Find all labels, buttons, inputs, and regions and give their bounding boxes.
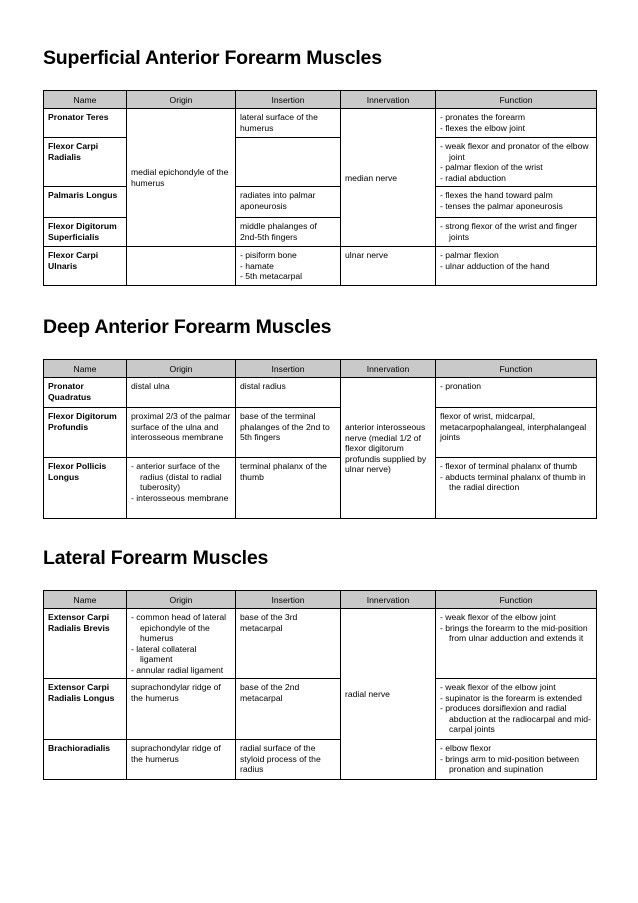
table-row bbox=[44, 109, 597, 138]
function-item: - brings the forearm to the mid-position from ulnar adduction and extends it bbox=[440, 623, 592, 644]
function-item: - palmar flexion bbox=[440, 250, 592, 261]
muscle-name: Brachioradialis bbox=[44, 740, 127, 780]
table-deep bbox=[43, 359, 597, 519]
header-name: Name bbox=[44, 91, 127, 109]
origin: proximal 2/3 of the palmar surface of the ulna and interosseous membrane bbox=[127, 408, 236, 458]
function bbox=[436, 679, 597, 740]
function bbox=[436, 138, 597, 187]
insertion-item: - pisiform bone bbox=[240, 250, 336, 261]
insertion: base of the terminal phalanges of the 2nd to 5th fingers bbox=[236, 408, 341, 458]
innervation: ulnar nerve bbox=[341, 247, 436, 286]
function-item: - elbow flexor bbox=[440, 743, 592, 754]
function-item: - radial abduction bbox=[440, 173, 592, 184]
function-item: - supinator is the forearm is extended bbox=[440, 693, 592, 704]
function-item: - weak flexor and pronator of the elbow joint bbox=[440, 141, 592, 162]
table-row bbox=[44, 218, 597, 247]
origin: suprachondylar ridge of the humerus bbox=[127, 740, 236, 780]
function-item: - flexes the hand toward palm bbox=[440, 190, 592, 201]
header-name: Name bbox=[44, 360, 127, 378]
function-item: - brings arm to mid-position between pronation and supination bbox=[440, 754, 592, 775]
shared-innervation: radial nerve bbox=[341, 609, 436, 780]
table-superficial bbox=[43, 90, 597, 286]
insertion bbox=[236, 247, 341, 286]
function-item: - pronates the forearm bbox=[440, 112, 592, 123]
header-function: Function bbox=[436, 91, 597, 109]
section-title-lateral: Lateral Forearm Muscles bbox=[43, 547, 269, 569]
function bbox=[436, 458, 597, 519]
table-row bbox=[44, 679, 597, 740]
muscle-name: Extensor Carpi Radialis Longus bbox=[44, 679, 127, 740]
muscle-name: Palmaris Longus bbox=[44, 187, 127, 218]
insertion: radiates into palmar aponeurosis bbox=[236, 187, 341, 218]
insertion: radial surface of the styloid process of the radius bbox=[236, 740, 341, 780]
header-innervation: Innervation bbox=[341, 360, 436, 378]
function bbox=[436, 378, 597, 408]
table-header-row bbox=[44, 360, 597, 378]
origin bbox=[127, 458, 236, 519]
muscle-name: Pronator Quadratus bbox=[44, 378, 127, 408]
header-innervation: Innervation bbox=[341, 591, 436, 609]
table-row bbox=[44, 458, 597, 519]
origin bbox=[127, 609, 236, 679]
function-item: - strong flexor of the wrist and finger joints bbox=[440, 221, 592, 242]
function bbox=[436, 187, 597, 218]
table-row bbox=[44, 247, 597, 286]
insertion: middle phalanges of 2nd-5th fingers bbox=[236, 218, 341, 247]
function-item: - weak flexor of the elbow joint bbox=[440, 612, 592, 623]
table-row bbox=[44, 609, 597, 679]
table-row bbox=[44, 740, 597, 780]
function-item: - produces dorsiflexion and radial abduction at the radiocarpal and mid-carpal joints bbox=[440, 703, 592, 735]
function: flexor of wrist, midcarpal, metacarpophalangeal, interphalangeal joints bbox=[436, 408, 597, 458]
muscle-name: Pronator Teres bbox=[44, 109, 127, 138]
function bbox=[436, 740, 597, 780]
function-item: - ulnar adduction of the hand bbox=[440, 261, 592, 272]
muscle-name: Extensor Carpi Radialis Brevis bbox=[44, 609, 127, 679]
function-item: - weak flexor of the elbow joint bbox=[440, 682, 592, 693]
origin-item: - anterior surface of the radius (distal to radial tuberosity) bbox=[131, 461, 231, 493]
table-header-row bbox=[44, 591, 597, 609]
function-item: - palmar flexion of the wrist bbox=[440, 162, 592, 173]
origin-item: - interosseous membrane bbox=[131, 493, 231, 504]
header-insertion: Insertion bbox=[236, 591, 341, 609]
table-row bbox=[44, 408, 597, 458]
function-item: - flexor of terminal phalanx of thumb bbox=[440, 461, 592, 472]
insertion: base of the 2nd metacarpal bbox=[236, 679, 341, 740]
section-title-superficial: Superficial Anterior Forearm Muscles bbox=[43, 47, 382, 69]
header-function: Function bbox=[436, 591, 597, 609]
insertion: distal radius bbox=[236, 378, 341, 408]
insertion: lateral surface of the humerus bbox=[236, 109, 341, 138]
header-origin: Origin bbox=[127, 591, 236, 609]
insertion-item: - hamate bbox=[240, 261, 336, 272]
function bbox=[436, 109, 597, 138]
origin-item: - common head of lateral epichondyle of the humerus bbox=[131, 612, 231, 644]
muscle-name: Flexor Carpi Ulnaris bbox=[44, 247, 127, 286]
header-origin: Origin bbox=[127, 91, 236, 109]
function-item: - abducts terminal phalanx of thumb in the radial direction bbox=[440, 472, 592, 493]
origin: suprachondylar ridge of the humerus bbox=[127, 679, 236, 740]
shared-innervation: median nerve bbox=[341, 109, 436, 247]
shared-innervation: anterior interosseous nerve (medial 1/2 of flexor digitorum profundis supplied by ulnar nerve) bbox=[341, 378, 436, 519]
insertion: base of the 3rd metacarpal bbox=[236, 609, 341, 679]
function bbox=[436, 609, 597, 679]
header-insertion: Insertion bbox=[236, 360, 341, 378]
header-innervation: Innervation bbox=[341, 91, 436, 109]
function-item: - pronation bbox=[440, 381, 592, 392]
header-name: Name bbox=[44, 591, 127, 609]
insertion-item: - 5th metacarpal bbox=[240, 271, 336, 282]
table-header-row bbox=[44, 91, 597, 109]
function-item: - flexes the elbow joint bbox=[440, 123, 592, 134]
header-insertion: Insertion bbox=[236, 91, 341, 109]
header-function: Function bbox=[436, 360, 597, 378]
table-lateral bbox=[43, 590, 597, 780]
origin: distal ulna bbox=[127, 378, 236, 408]
section-title-deep: Deep Anterior Forearm Muscles bbox=[43, 316, 332, 338]
table-row bbox=[44, 138, 597, 187]
function bbox=[436, 218, 597, 247]
insertion: terminal phalanx of the thumb bbox=[236, 458, 341, 519]
function-item: - tenses the palmar aponeurosis bbox=[440, 201, 592, 212]
shared-origin: medial epichondyle of the humerus bbox=[127, 109, 236, 247]
function bbox=[436, 247, 597, 286]
origin bbox=[127, 247, 236, 286]
origin-item: - lateral collateral ligament bbox=[131, 644, 231, 665]
muscle-name: Flexor Digitorum Superficialis bbox=[44, 218, 127, 247]
header-origin: Origin bbox=[127, 360, 236, 378]
muscle-name: Flexor Pollicis Longus bbox=[44, 458, 127, 519]
table-row bbox=[44, 187, 597, 218]
insertion bbox=[236, 138, 341, 187]
muscle-name: Flexor Carpi Radialis bbox=[44, 138, 127, 187]
muscle-name: Flexor Digitorum Profundis bbox=[44, 408, 127, 458]
table-row bbox=[44, 378, 597, 408]
origin-item: - annular radial ligament bbox=[131, 665, 231, 676]
